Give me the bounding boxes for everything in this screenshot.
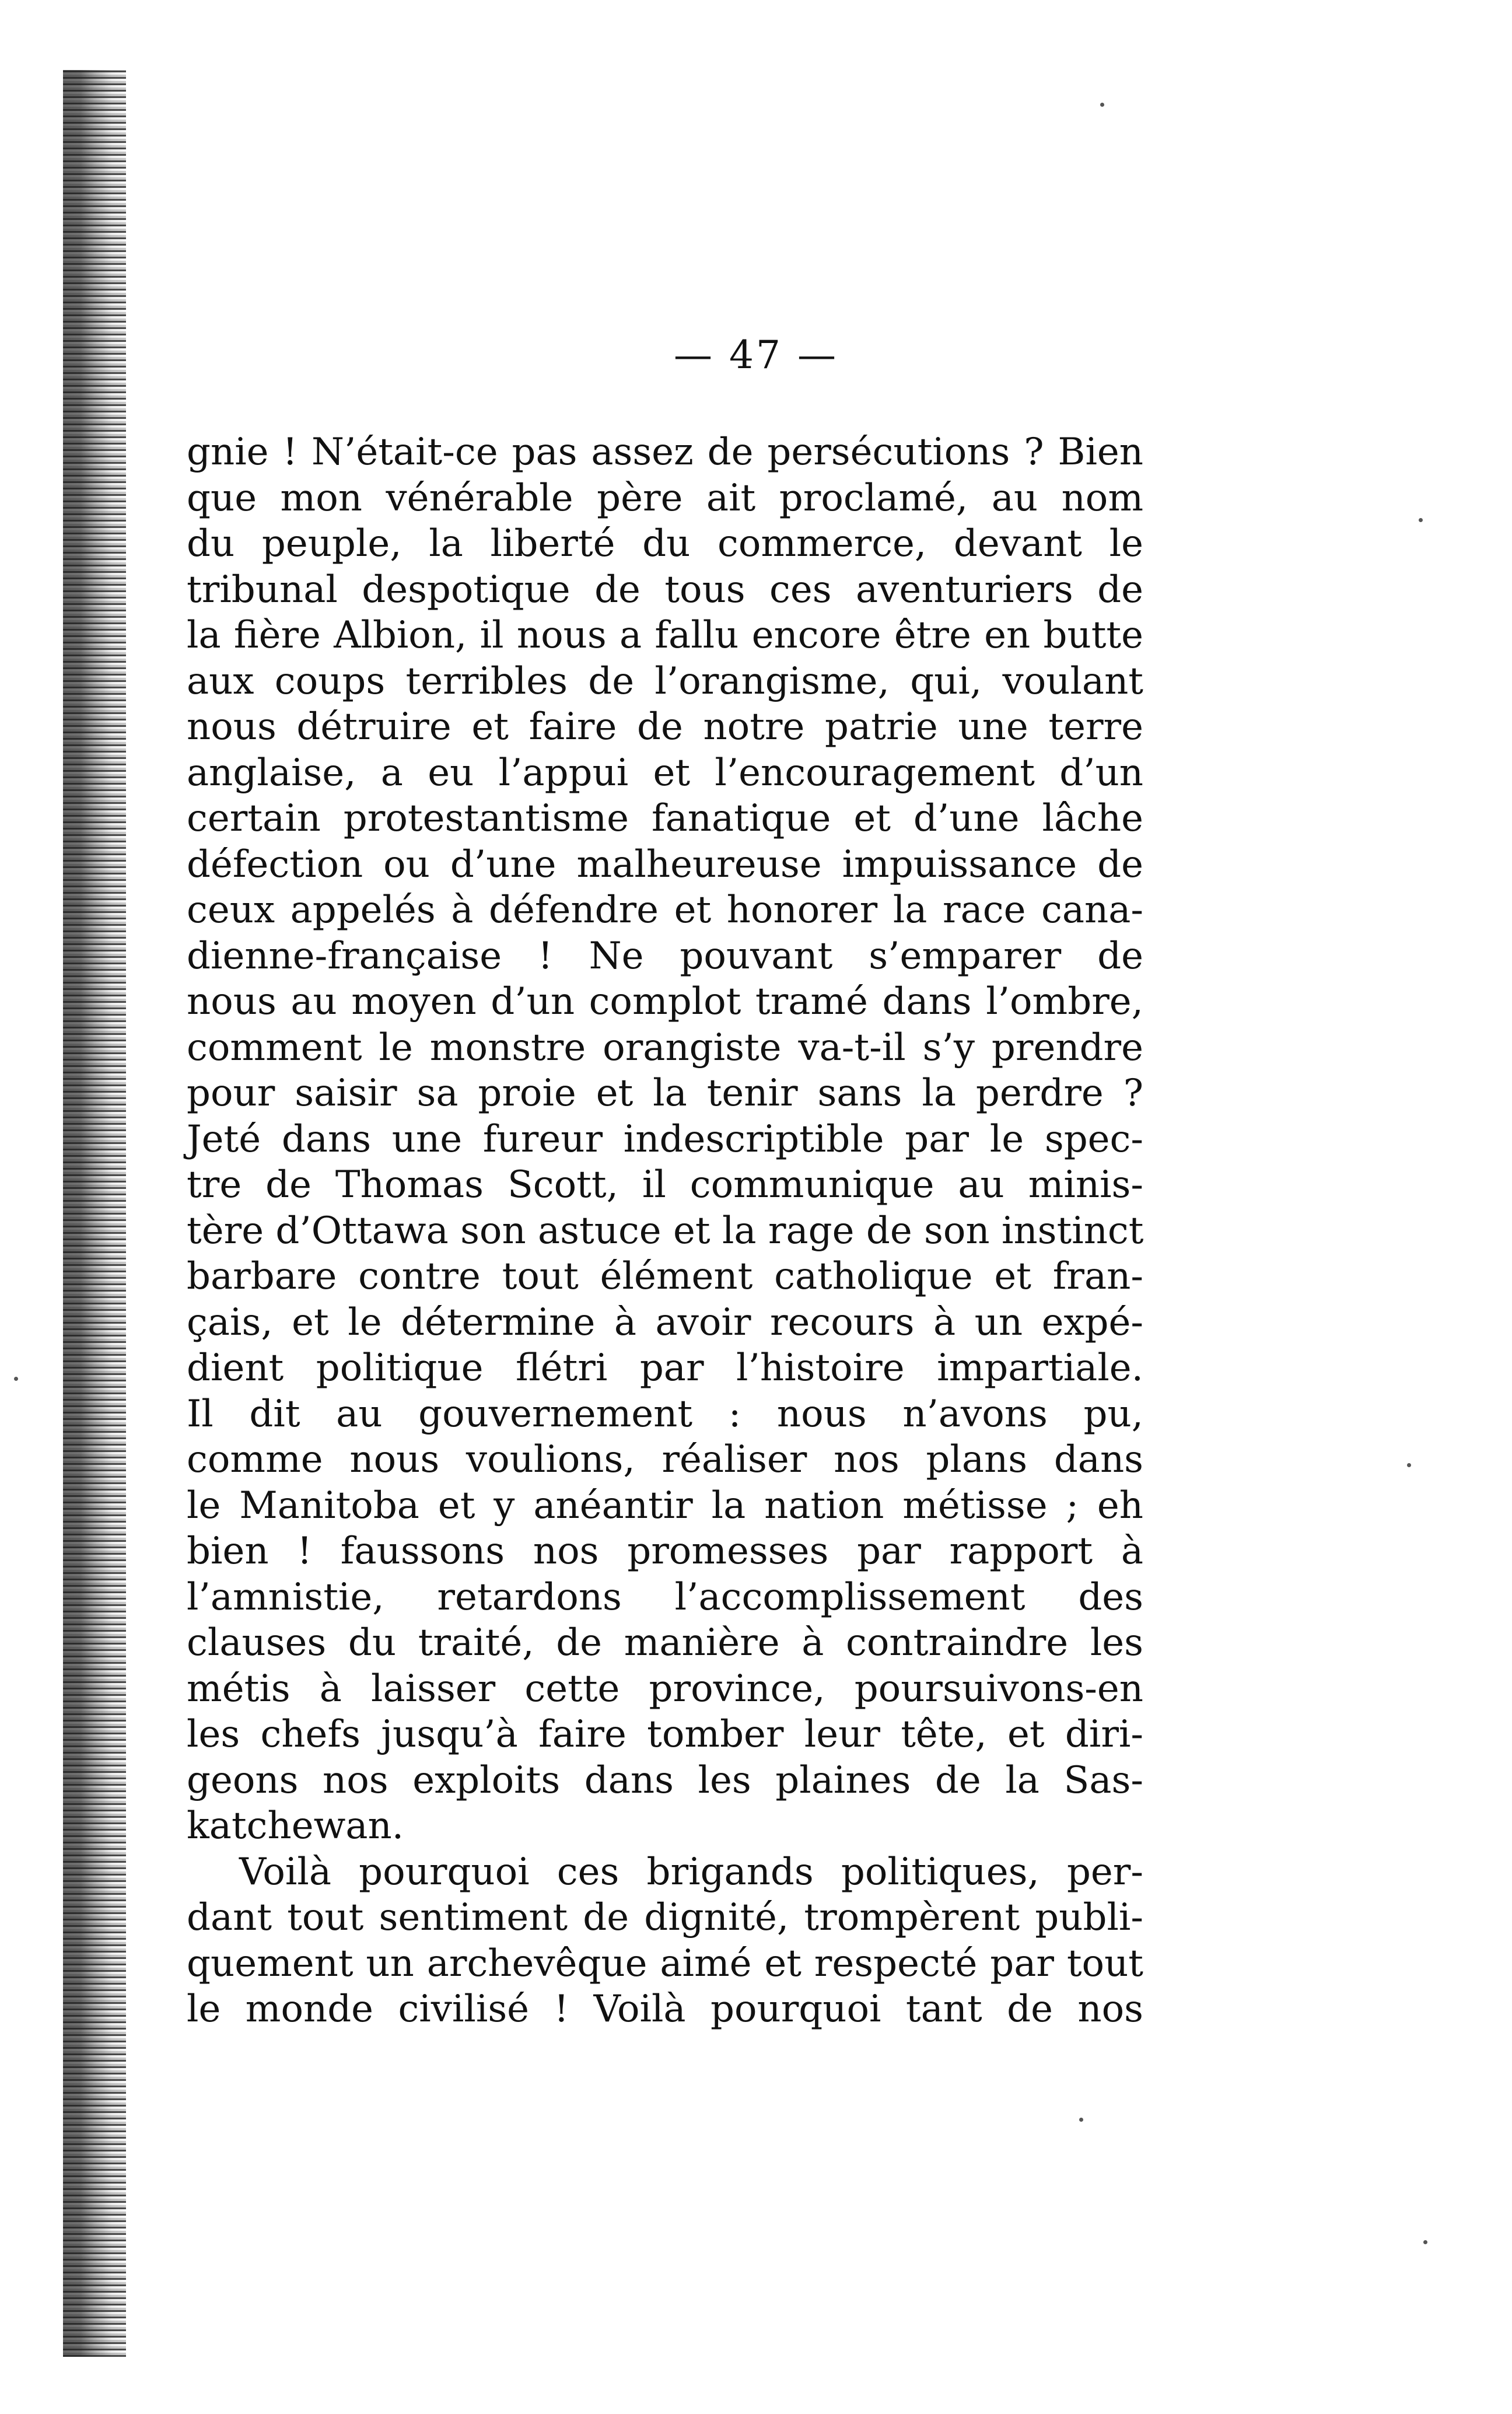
text-line: dant tout sentiment de dignité, trompèrent publi- [187, 1896, 1143, 1939]
text-line: le monde civilisé ! Voilà pourquoi tant de nos [187, 1988, 1143, 2031]
text-line: tre de Thomas Scott, il communique au minis- [187, 1163, 1143, 1206]
text-line: nous détruire et faire de notre patrie une terre [187, 705, 1143, 748]
text-line: Voilà pourquoi ces brigands politiques, per- [239, 1850, 1143, 1894]
text-line: ceux appelés à défendre et honorer la race cana- [187, 888, 1143, 932]
paper-speck [14, 1377, 18, 1381]
text-line: çais, et le détermine à avoir recours à un expé- [187, 1300, 1143, 1344]
text-line: geons nos exploits dans les plaines de la Sas- [187, 1758, 1143, 1802]
text-line: défection ou d’une malheureuse impuissance de [187, 842, 1143, 886]
text-line: nous au moyen d’un complot tramé dans l’ombre, [187, 980, 1143, 1023]
text-line: le Manitoba et y anéantir la nation métisse ; eh [187, 1484, 1143, 1527]
text-line: comment le monstre orangiste va-t-il s’y prendre [187, 1026, 1143, 1069]
text-line: dienne-française ! Ne pouvant s’emparer de [187, 934, 1143, 978]
paper-speck [1419, 518, 1423, 522]
body-text [187, 429, 1143, 2032]
text-line: dient politique flétri par l’histoire impartiale. [187, 1346, 1143, 1390]
paper-speck [1423, 2240, 1427, 2244]
page-number: — 47 — [674, 333, 838, 377]
text-line: bien ! faussons nos promesses par rapport à [187, 1530, 1143, 1573]
text-line: katchewan. [187, 1804, 404, 1848]
text-line: aux coups terribles de l’orangisme, qui, voulant [187, 659, 1143, 703]
text-line: la fière Albion, il nous a fallu encore être en butte [187, 614, 1143, 657]
paper-speck [1407, 1463, 1411, 1467]
text-line: comme nous voulions, réaliser nos plans dans [187, 1438, 1143, 1481]
text-line: métis à laisser cette province, poursuivons-en [187, 1667, 1143, 1710]
text-line: Il dit au gouvernement : nous n’avons pu, [187, 1392, 1143, 1436]
paper-speck [1100, 103, 1104, 107]
text-line: les chefs jusqu’à faire tomber leur tête, et diri- [187, 1713, 1143, 1756]
text-line: l’amnistie, retardons l’accomplissement des [187, 1575, 1143, 1619]
text-line: que mon vénérable père ait proclamé, au nom [187, 476, 1143, 520]
text-line: barbare contre tout élément catholique et fran- [187, 1255, 1143, 1298]
text-line: clauses du traité, de manière à contraindre les [187, 1621, 1143, 1664]
text-line: du peuple, la liberté du commerce, devant le [187, 522, 1143, 565]
binding-shadow [63, 70, 126, 2357]
text-line: certain protestantisme fanatique et d’une lâche [187, 797, 1143, 840]
text-line: quement un archevêque aimé et respecté par tout [187, 1941, 1143, 1985]
text-line: gnie ! N’était-ce pas assez de persécutions ? Bien [187, 431, 1143, 474]
paper-speck [1079, 2118, 1083, 2122]
text-line: tribunal despotique de tous ces aventuriers de [187, 568, 1143, 611]
text-line: pour saisir sa proie et la tenir sans la perdre ? [187, 1072, 1143, 1115]
text-line: Jeté dans une fureur indescriptible par le spec- [187, 1117, 1143, 1161]
text-line: tère d’Ottawa son astuce et la rage de son instinct [187, 1209, 1144, 1253]
text-line: anglaise, a eu l’appui et l’encouragement d’un [187, 751, 1143, 795]
